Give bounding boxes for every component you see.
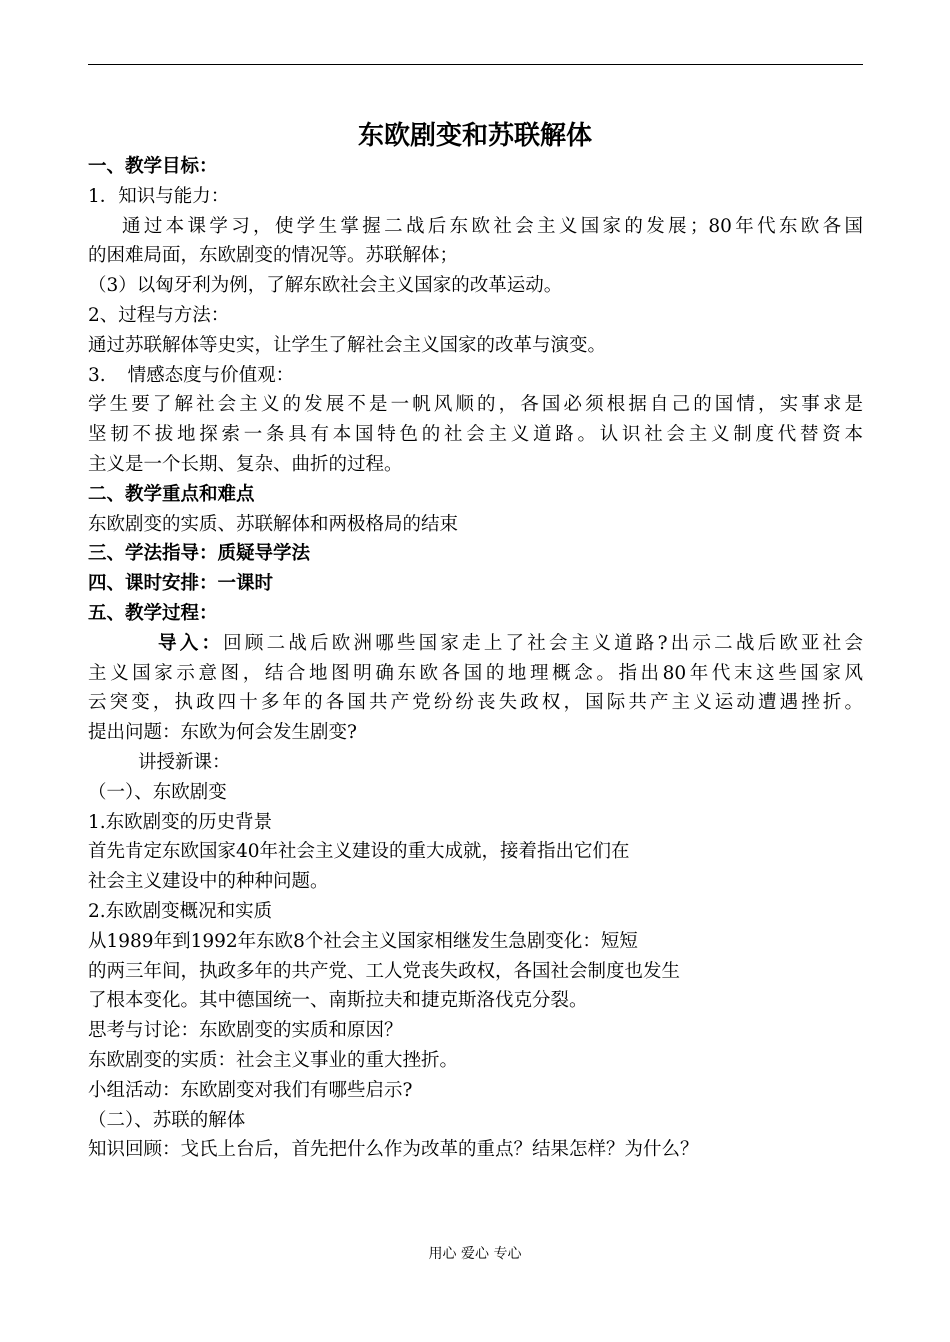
- new-lesson-label: 讲授新课：: [138, 751, 231, 773]
- paragraph-line: 通过苏联解体等史实，让学生了解社会主义国家的改革与演变。: [88, 334, 607, 356]
- section-heading-objectives: 一、教学目标：: [88, 156, 218, 177]
- subsection-heading-soviet: （二）、苏联的解体: [88, 1109, 246, 1131]
- paragraph-line: 东欧剧变的实质、苏联解体和两极格局的结束: [88, 513, 459, 535]
- paragraph-line: 的两三年间，执政多年的共产党、工人党丧失政权，各国社会制度也发生: [88, 960, 681, 982]
- document-body: [88, 152, 863, 1165]
- paragraph-line: 云突变，执政四十多年的各国共产党纷纷丧失政权，国际共产主义运动遭遇挫折。: [88, 692, 863, 714]
- paragraph-line: 坚韧不拔地探索一条具有本国特色的社会主义道路。认识社会主义制度代替资本: [88, 424, 863, 446]
- paragraph-line: 社会主义建设中的种种问题。: [88, 871, 329, 893]
- section-heading-key-points: 二、教学重点和难点: [88, 483, 255, 505]
- group-activity: 小组活动：东欧剧变对我们有哪些启示?: [88, 1079, 413, 1101]
- paragraph-line: 通过本课学习，使学生掌握二战后东欧社会主义国家的发展；80年代东欧各国: [122, 215, 863, 237]
- objective-1-label: 1．知识与能力：: [88, 185, 230, 207]
- objective-2-label: 2、过程与方法：: [88, 304, 230, 326]
- intro-label: 导入：: [158, 632, 224, 654]
- section-heading-method: 三、学法指导：质疑导学法: [88, 543, 311, 565]
- section-heading-process: 五、教学过程：: [88, 602, 218, 624]
- paragraph-line: 首先肯定东欧国家40年社会主义建设的重大成就，接着指出它们在: [88, 841, 630, 863]
- paragraph-line: 东欧剧变的实质：社会主义事业的重大挫折。: [88, 1049, 459, 1071]
- subsection-title: 1.东欧剧变的历史背景: [88, 811, 273, 833]
- header-rule: [88, 64, 863, 65]
- paragraph-line: 知识回顾：戈氏上台后，首先把什么作为改革的重点？结果怎样？为什么？: [88, 1139, 699, 1161]
- paragraph-line: 的困难局面，东欧剧变的情况等。苏联解体；: [88, 245, 459, 267]
- intro-line: [88, 629, 863, 659]
- paragraph-line: 主义是一个长期、复杂、曲折的过程。: [88, 453, 403, 475]
- paragraph-line: 了根本变化。其中德国统一、南斯拉夫和捷克斯洛伐克分裂。: [88, 990, 588, 1012]
- intro-text: 回顾二战后欧洲哪些国家走上了社会主义道路?出示二战后欧亚社会: [223, 632, 863, 654]
- objective-3-title: 情感态度与价值观：: [127, 364, 295, 386]
- subsection-heading-east-europe: （一）、东欧剧变: [88, 781, 227, 803]
- objective-3-label: [88, 361, 863, 391]
- objective-3-number: 3.: [88, 364, 106, 386]
- paragraph-line: 提出问题：东欧为何会发生剧变?: [88, 722, 357, 744]
- subsection-title: 2.东欧剧变概况和实质: [88, 900, 273, 922]
- paragraph-line: 学生要了解社会主义的发展不是一帆风顺的，各国必须根据自己的国情，实事求是: [88, 394, 863, 416]
- paragraph-line: 从1989年到1992年东欧8个社会主义国家相继发生急剧变化：短短: [88, 930, 638, 952]
- document-title: 东欧剧变和苏联解体: [357, 121, 592, 151]
- paragraph-line: 主义国家示意图，结合地图明确东欧各国的地理概念。指出80年代末这些国家风: [88, 662, 863, 684]
- page-footer: 用心 爱心 专心: [428, 1246, 522, 1262]
- discussion-prompt: 思考与讨论：东欧剧变的实质和原因？: [88, 1020, 403, 1042]
- paragraph-line: （3）以匈牙利为例，了解东欧社会主义国家的改革运动。: [88, 275, 563, 297]
- section-heading-schedule: 四、课时安排：一课时: [88, 573, 274, 595]
